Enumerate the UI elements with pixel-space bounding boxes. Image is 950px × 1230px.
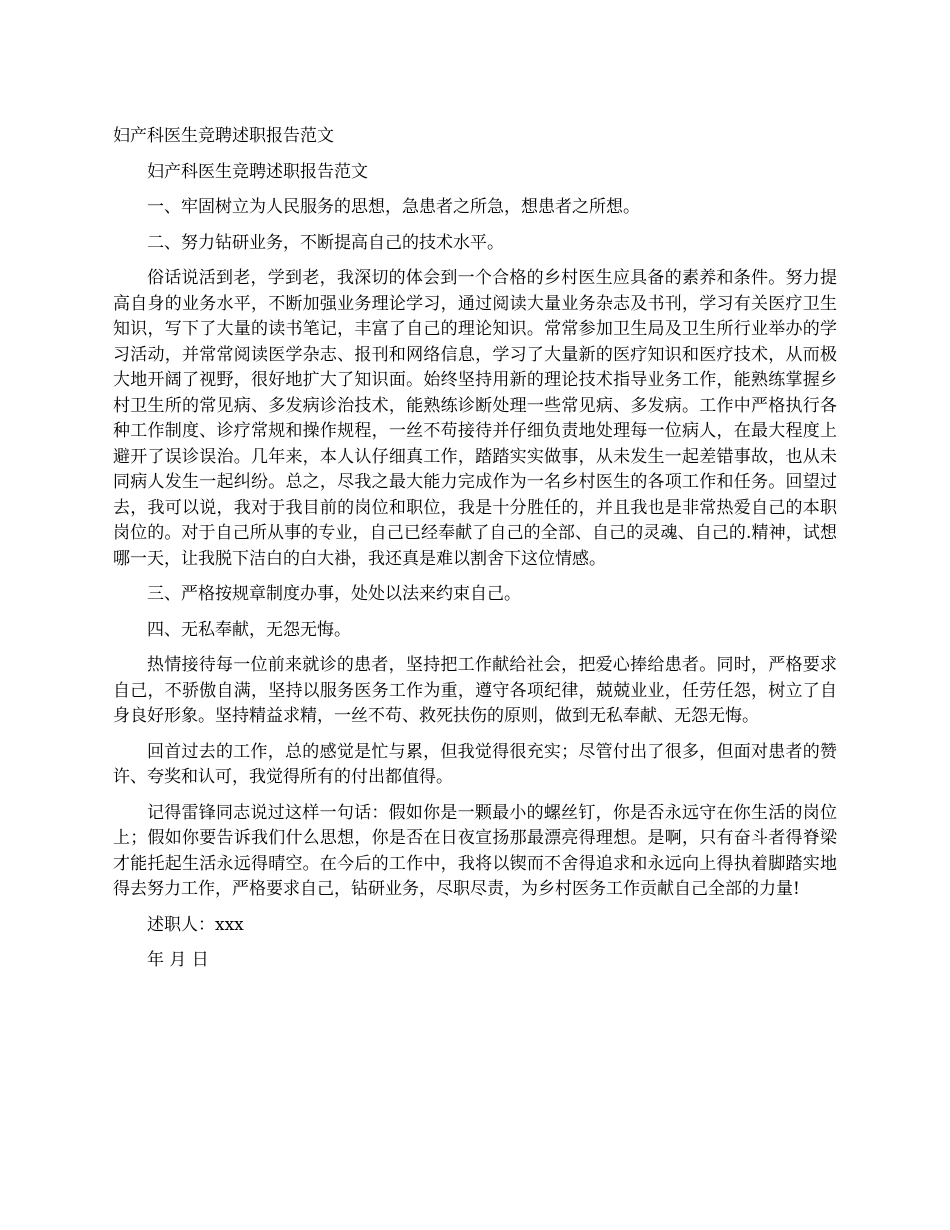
section-four-heading: 四、无私奉献，无怨无悔。 bbox=[147, 619, 351, 640]
section-two-heading: 二、努力钻研业务，不断提高自己的技术水平。 bbox=[147, 232, 504, 253]
section-two-body: 俗话说活到老，学到老，我深切的体会到一个合格的乡村医生应具备的素养和条件。努力提高自身的业务水平，不断加强业务理论学习，通过阅读大量业务杂志及书刊，学习有关医疗卫生知识，写下了大量的读书笔记，丰富了自己的理论知识。常常参加卫生局及卫生所行业举办的学习活动，并常常阅读医学杂志、报刊和网络信息，学习了大量新的医疗知识和医疗技术，从而极大地开阔了视野，很好地扩大了知识面。始终坚持用新的理论技术指导业务工作，能熟练掌握乡村卫生所的常见病、多发病诊治技术，能熟练诊断处理一些常见病、多发病。工作中严格执行各种工作制度、诊疗常规和操作规程，一丝不苟接待并仔细负责地处理每一位病人，在最大程度上避开了误诊误治。几年来，本人认仔细真工作，踏踏实实做事，从未发生一起差错事故，也从未同病人发生一起纠纷。总之，尽我之最大能力完成作为一名乡村医生的各项工作和任务。回望过去，我可以说，我对于我目前的岗位和职位，我是十分胜任的，并且我也是非常热爱自己的本职岗位的。对于自己所从事的专业，自己已经奉献了自己的全部、自己的灵魂、自己的.精神，试想哪一天，让我脱下洁白的白大褂，我还真是难以割舍下这位情感。 bbox=[113, 268, 837, 569]
document-title: 妇产科医生竞聘述职报告范文 bbox=[113, 126, 334, 146]
section-one-heading: 一、牢固树立为人民服务的思想，急患者之所急，想患者之所想。 bbox=[147, 197, 640, 217]
section-four-body: 热情接待每一位前来就诊的患者，坚持把工作献给社会，把爱心捧给患者。同时，严格要求自己，不骄傲自满，坚持以服务医务工作为重，遵守各项纪律，兢兢业业，任劳任怨，树立了自身良好形象。坚持精益求精，一丝不苟、救死扶伤的原则，做到无私奉献、无怨无悔。 bbox=[113, 655, 837, 726]
section-three-heading: 三、严格按规章制度办事，处处以法来约束自己。 bbox=[147, 584, 521, 604]
document-page bbox=[113, 124, 837, 984]
subtitle-paragraph: 妇产科医生竞聘述职报告范文 bbox=[147, 161, 368, 182]
date-line: 年 月 日 bbox=[147, 950, 209, 970]
reporter-signature: 述职人：xxx bbox=[147, 914, 244, 935]
closing-paragraph: 记得雷锋同志说过这样一句话：假如你是一颗最小的螺丝钉，你是否永远守在你生活的岗位上；假如你要告诉我们什么思想，你是否在日夜宣扬那最漂亮得理想。是啊，只有奋斗者得脊梁才能托起生活永远得晴空。在今后的工作中，我将以锲而不舍得追求和永远向上得执着脚踏实地得去努力工作，严格要求自己，钻研业务，尽职尽责，为乡村医务工作贡献自己全部的力量! bbox=[113, 802, 837, 899]
reflection-paragraph: 回首过去的工作，总的感觉是忙与累，但我觉得很充实；尽管付出了很多，但面对患者的赞许、夸奖和认可，我觉得所有的付出都值得。 bbox=[113, 741, 837, 787]
